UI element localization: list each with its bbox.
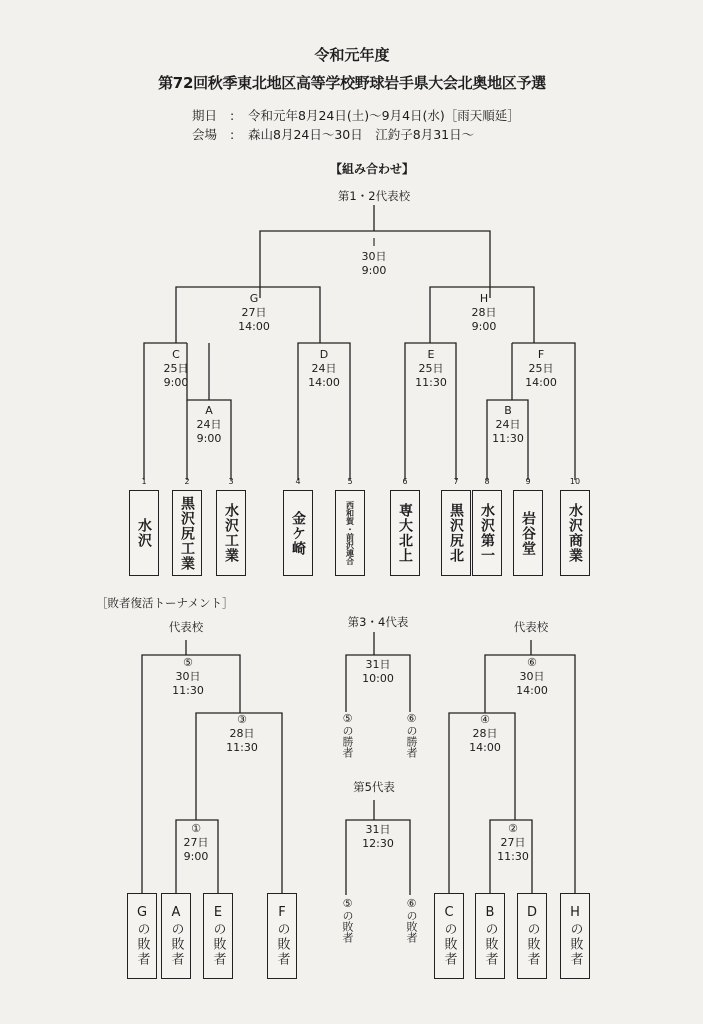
- team-box: 水沢工業: [216, 490, 246, 576]
- team-number: 1: [141, 477, 147, 486]
- team-number: 8: [484, 477, 490, 486]
- loser-box-c: Cの敗者: [434, 893, 464, 979]
- center-top-label: 第3・4代表: [347, 615, 409, 629]
- loser-box-b: Bの敗者: [475, 893, 505, 979]
- period-colon: :: [230, 108, 235, 123]
- team-box: 岩谷堂: [513, 490, 543, 576]
- game-f: F 25日 14:00: [525, 348, 557, 389]
- loser-box-d: Dの敗者: [517, 893, 547, 979]
- game-6: ⑥ 30日 14:00: [516, 656, 548, 697]
- team-number: 5: [347, 477, 353, 486]
- game-b: B 24日 11:30: [492, 404, 524, 445]
- game-center-bottom: 31日 12:30: [362, 823, 394, 850]
- slot-winner-6: ⑥の勝者: [405, 712, 418, 758]
- team-box: 黒沢尻北: [441, 490, 471, 576]
- team-number: 9: [525, 477, 531, 486]
- team-number: 6: [402, 477, 408, 486]
- team-box: 専大北上: [390, 490, 420, 576]
- team-number: 3: [228, 477, 234, 486]
- left-representative-label: 代表校: [168, 620, 204, 634]
- page-title: 第72回秋季東北地区高等学校野球岩手県大会北奥地区予選: [158, 74, 546, 92]
- game-2: ② 27日 11:30: [497, 822, 529, 863]
- game-i: I 30日 9:00: [361, 236, 387, 277]
- team-box: 西和賀・前沢連合: [335, 490, 365, 576]
- right-representative-label: 代表校: [513, 620, 549, 634]
- game-c: C 25日 9:00: [163, 348, 189, 389]
- game-4: ④ 28日 14:00: [469, 713, 501, 754]
- game-center-top: 31日 10:00: [362, 658, 394, 685]
- game-e: E 25日 11:30: [415, 348, 447, 389]
- game-g: G 27日 14:00: [238, 292, 270, 333]
- team-box: 水沢: [129, 490, 159, 576]
- team-box: 金ケ崎: [283, 490, 313, 576]
- venue-colon: :: [230, 127, 235, 142]
- loser-box-g: Gの敗者: [127, 893, 157, 979]
- loser-box-f: Fの敗者: [267, 893, 297, 979]
- game-h: H 28日 9:00: [471, 292, 497, 333]
- team-box: 黒沢尻工業: [172, 490, 202, 576]
- top-representative-label: 第1・2代表校: [337, 189, 411, 203]
- period-value: 令和元年8月24日(土)～9月4日(水)［雨天順延］: [248, 108, 520, 123]
- year-heading: 令和元年度: [314, 46, 390, 64]
- team-number: 4: [295, 477, 301, 486]
- team-number: 7: [453, 477, 459, 486]
- team-box: 水沢商業: [560, 490, 590, 576]
- period-label: 期日: [192, 108, 218, 123]
- repechage-heading: ［敗者復活トーナメント］: [96, 596, 234, 610]
- slot-loser-6: ⑥の敗者: [405, 897, 418, 943]
- game-1: ① 27日 9:00: [183, 822, 209, 863]
- center-bottom-label: 第5代表: [353, 780, 395, 794]
- game-3: ③ 28日 11:30: [226, 713, 258, 754]
- team-number: 10: [569, 477, 581, 486]
- venue-value: 森山8月24日～30日 江釣子8月31日～: [248, 127, 475, 142]
- bracket-heading: 【組み合わせ】: [329, 162, 415, 176]
- game-d: D 24日 14:00: [308, 348, 340, 389]
- loser-box-e: Eの敗者: [203, 893, 233, 979]
- slot-winner-5: ⑤の勝者: [341, 712, 354, 758]
- loser-box-a: Aの敗者: [161, 893, 191, 979]
- game-a: A 24日 9:00: [196, 404, 222, 445]
- team-number: 2: [184, 477, 190, 486]
- loser-box-h: Hの敗者: [560, 893, 590, 979]
- team-box: 水沢第一: [472, 490, 502, 576]
- slot-loser-5: ⑤の敗者: [341, 897, 354, 943]
- venue-label: 会場: [192, 127, 218, 142]
- game-5: ⑤ 30日 11:30: [172, 656, 204, 697]
